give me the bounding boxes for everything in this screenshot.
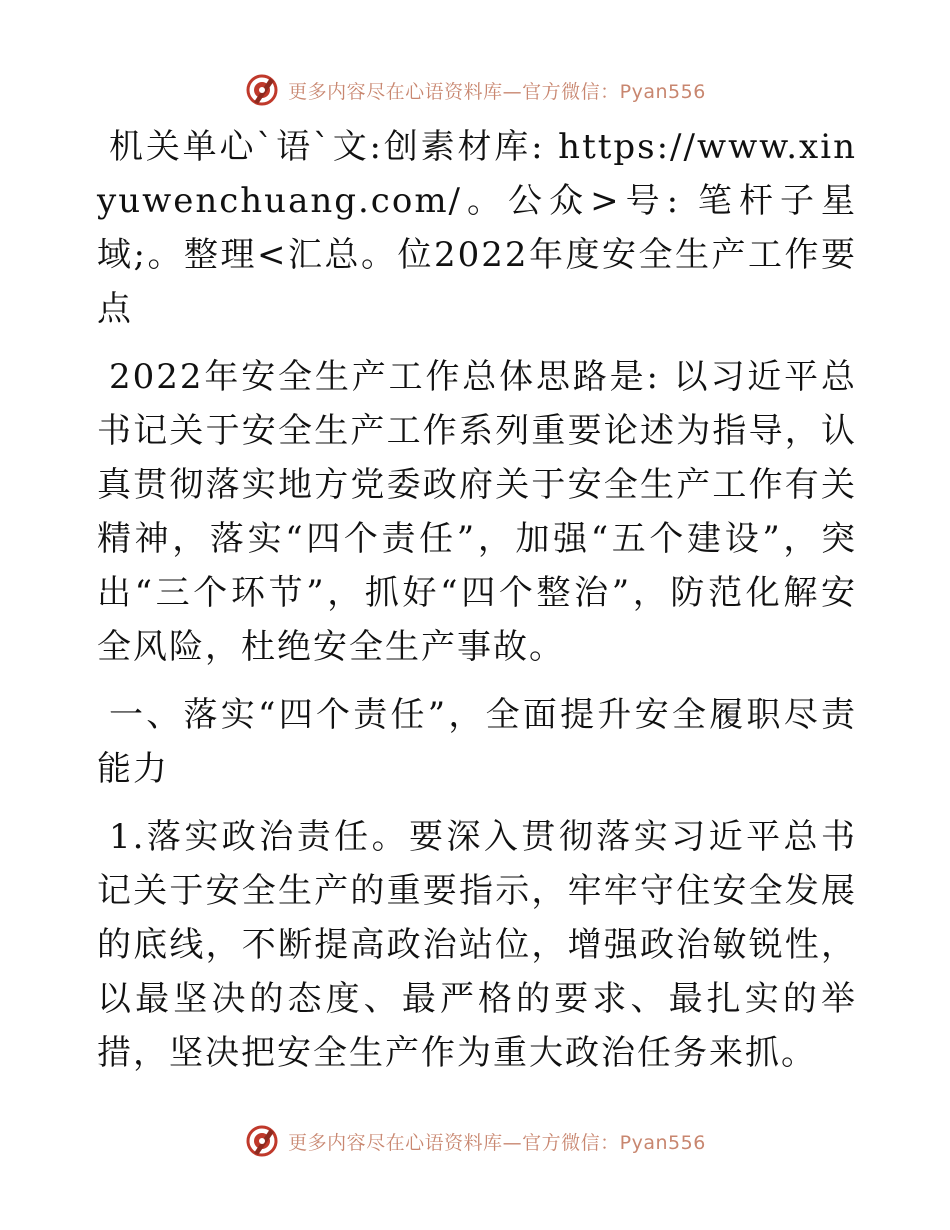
item-1-paragraph: 1.落实政治责任。要深入贯彻落实习近平总书记关于安全生产的重要指示，牢牢守住安全发展的底线，不断提高政治站位，增强政治敏锐性，以最坚决的态度、最严格的要求、最扎实的举措，坚决把安全生产作为重大政治任务来抓。 [97, 817, 857, 1073]
header-line: 机关单心`语`文:创素材库: https://www.xinyuwenchuang.com/。公众>号: 笔杆子星域;。整理<汇总。位2022年度安全生产工作要点 [97, 127, 857, 329]
document-body [97, 120, 857, 1080]
pen-logo-icon [244, 1123, 280, 1159]
top-banner [0, 70, 950, 110]
intro-paragraph: 2022年安全生产工作总体思路是: 以习近平总书记关于安全生产工作系列重要论述为指导，认真贯彻落实地方党委政府关于安全生产工作有关精神，落实“四个责任”，加强“五个建设”，突出“三个环节”，抓好“四个整治”，防范化解安全风险，杜绝安全生产事故。 [97, 357, 857, 667]
bottom-banner [0, 1121, 950, 1161]
pen-logo-icon [244, 72, 280, 108]
banner-text: 更多内容尽在心语资料库—官方微信：Pyan556 [288, 1131, 706, 1154]
banner-text: 更多内容尽在心语资料库—官方微信：Pyan556 [288, 80, 706, 103]
section-1-title: 一、落实“四个责任”，全面提升安全履职尽责能力 [97, 695, 857, 789]
